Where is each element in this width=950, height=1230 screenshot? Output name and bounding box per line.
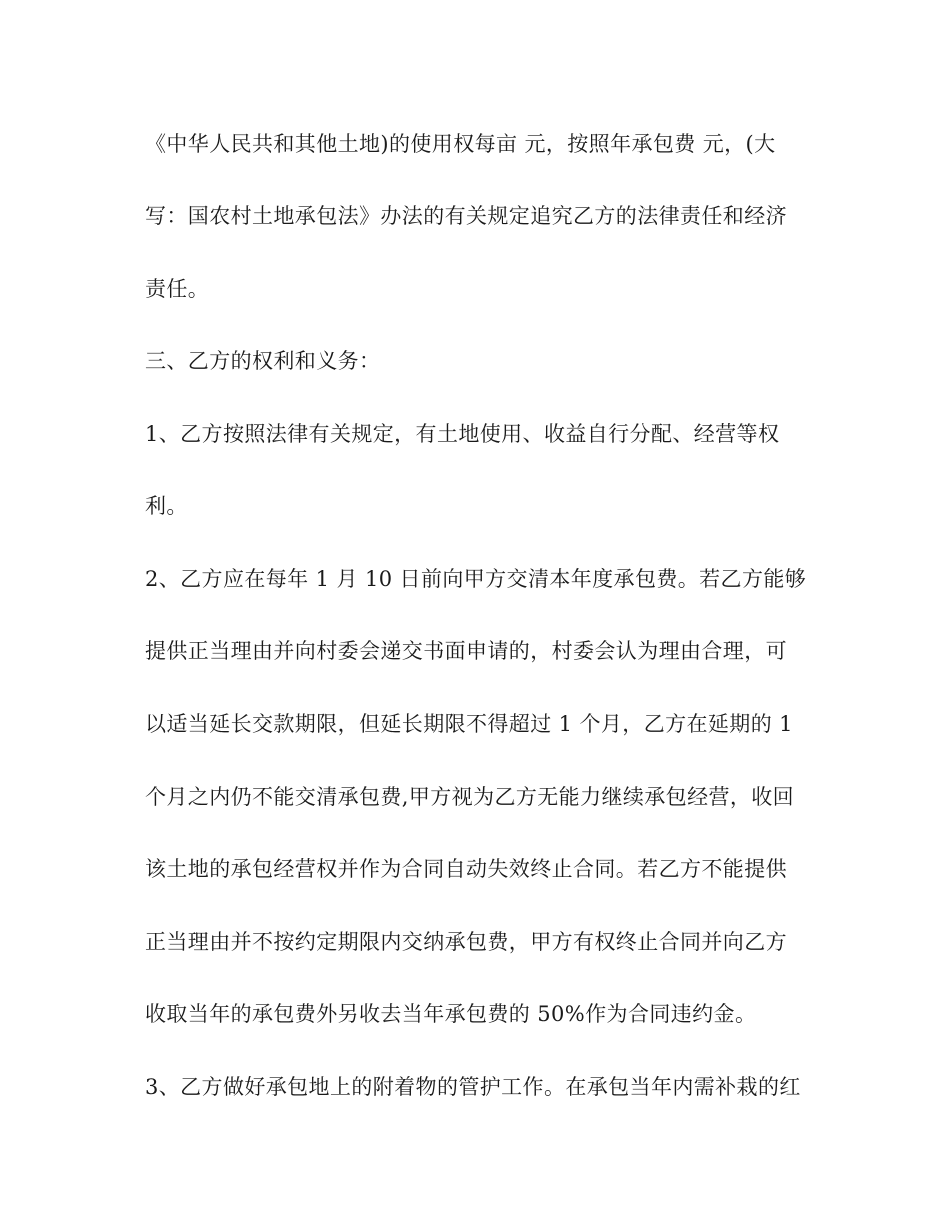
text-line: 提供正当理由并向村委会递交书面申请的，村委会认为理由合理，可: [145, 639, 787, 663]
text-line: 正当理由并不按约定期限内交纳承包费，甲方有权终止合同并向乙方: [145, 930, 787, 954]
text-line: 3、乙方做好承包地上的附着物的管护工作。在承包当年内需补栽的红: [145, 1075, 801, 1099]
text-line: 利。: [145, 494, 188, 518]
text-line: 个月之内仍不能交清承包费,甲方视为乙方无能力继续承包经营，收回: [145, 785, 795, 809]
text-line: 责任。: [145, 277, 210, 301]
section-heading: 三、乙方的权利和义务：: [145, 349, 381, 373]
text-line: 写：国农村土地承包法》办法的有关规定追究乙方的法律责任和经济: [145, 204, 787, 228]
text-line: 以适当延长交款期限，但延长期限不得超过 1 个月，乙方在延期的 1: [145, 712, 793, 736]
text-line: 1、乙方按照法律有关规定，有土地使用、收益自行分配、经营等权: [145, 422, 780, 446]
text-line: 收取当年的承包费外另收去当年承包费的 50%作为合同违约金。: [145, 1002, 757, 1026]
text-line: 《中华人民共和其他土地)的使用权每亩 元，按照年承包费 元，(大: [145, 132, 776, 156]
text-line: 2、乙方应在每年 1 月 10 日前向甲方交清本年度承包费。若乙方能够: [145, 567, 807, 591]
text-line: 该土地的承包经营权并作为合同自动失效终止合同。若乙方不能提供: [145, 857, 787, 881]
